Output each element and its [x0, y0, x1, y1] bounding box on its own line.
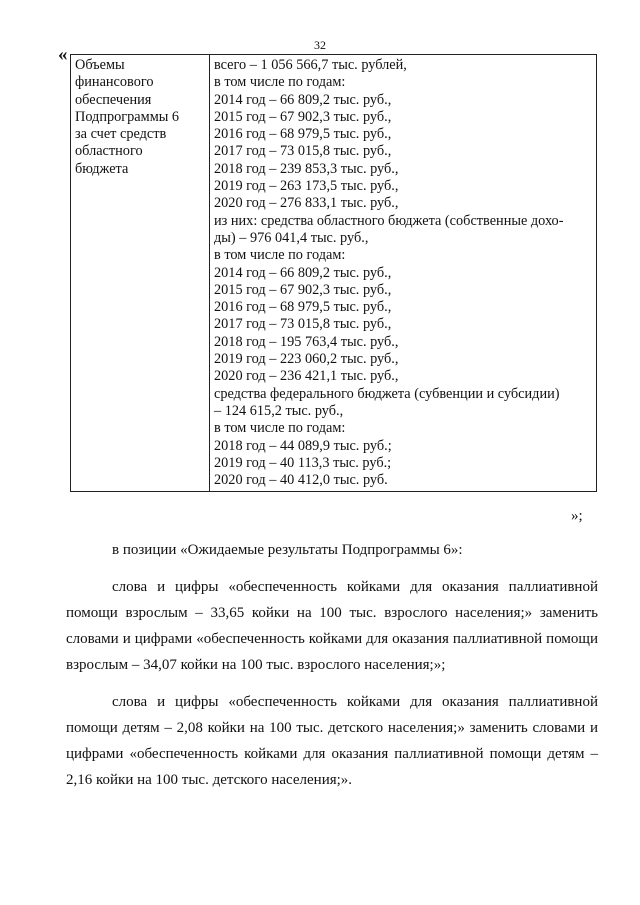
value-line: 2017 год – 73 015,8 тыс. руб.,: [214, 316, 392, 333]
value-line: 2018 год – 239 853,3 тыс. руб.,: [214, 160, 399, 177]
value-line: 2019 год – 40 113,3 тыс. руб.;: [214, 454, 392, 471]
page-number: 32: [314, 38, 326, 52]
value-line: всего – 1 056 566,7 тыс. рублей,: [214, 57, 407, 73]
closing-quote-mark: »;: [571, 508, 583, 524]
value-line: в том числе по годам:: [214, 247, 346, 264]
label-line: областного: [75, 143, 143, 160]
children-paragraph: слова и цифры «обеспеченность койками для оказания паллиативной помощи детям – 2,08 койки на 100 тыс. детского населения;» заменить словами и цифрами «обеспеченность койками для оказания паллиативной помощи детям – 2,16 койки на 100 тыс. детского населения;».: [66, 694, 598, 788]
value-line: из них: средства областного бюджета (собственные дохо-: [214, 212, 564, 229]
value-line: 2015 год – 67 902,3 тыс. руб.,: [214, 281, 392, 298]
value-line: средства федерального бюджета (субвенции и субсидии): [214, 385, 560, 402]
position-heading-paragraph: в позиции «Ожидаемые результаты Подпрограммы 6»:: [112, 542, 463, 558]
value-line: в том числе по годам:: [214, 74, 346, 91]
financing-table: [70, 54, 597, 492]
value-line: 2019 год – 263 173,5 тыс. руб.,: [214, 178, 399, 195]
value-line: 2016 год – 68 979,5 тыс. руб.,: [214, 299, 392, 316]
value-line: 2017 год – 73 015,8 тыс. руб.,: [214, 143, 392, 160]
value-line: 2018 год – 195 763,4 тыс. руб.,: [214, 333, 399, 350]
value-line: – 124 615,2 тыс. руб.,: [214, 402, 344, 419]
label-line: Объемы: [75, 57, 125, 73]
value-line: 2014 год – 66 809,2 тыс. руб.,: [214, 264, 392, 281]
value-line: 2018 год – 44 089,9 тыс. руб.;: [214, 437, 392, 454]
label-line: Подпрограммы 6: [75, 108, 180, 125]
value-line: 2015 год – 67 902,3 тыс. руб.,: [214, 108, 392, 125]
value-line: 2019 год – 223 060,2 тыс. руб.,: [214, 351, 399, 368]
opening-quote-mark: «: [58, 44, 68, 65]
table-row: [71, 55, 597, 492]
value-line: 2020 год – 276 833,1 тыс. руб.,: [214, 195, 399, 212]
value-line: 2016 год – 68 979,5 тыс. руб.,: [214, 126, 392, 143]
label-line: обеспечения: [75, 91, 152, 108]
adults-paragraph: слова и цифры «обеспеченность койками для оказания паллиативной помощи взрослым – 33,65 койки на 100 тыс. взрослого населения;» заменить словами и цифрами «обеспеченность койками для оказания паллиативной помощи взрослым – 34,07 койки на 100 тыс. взрослого населения;»;: [66, 579, 598, 673]
value-line: 2020 год – 236 421,1 тыс. руб.,: [214, 368, 399, 385]
label-cell: [71, 55, 210, 492]
label-line: финансового: [75, 74, 154, 91]
label-line: бюджета: [75, 160, 129, 177]
label-line: за счет средств: [75, 126, 167, 143]
value-line: 2014 год – 66 809,2 тыс. руб.,: [214, 91, 392, 108]
value-cell: [210, 55, 597, 492]
value-line: 2020 год – 40 412,0 тыс. руб.: [214, 472, 388, 489]
value-line: в том числе по годам:: [214, 420, 346, 437]
value-line: ды) – 976 041,4 тыс. руб.,: [214, 229, 369, 246]
